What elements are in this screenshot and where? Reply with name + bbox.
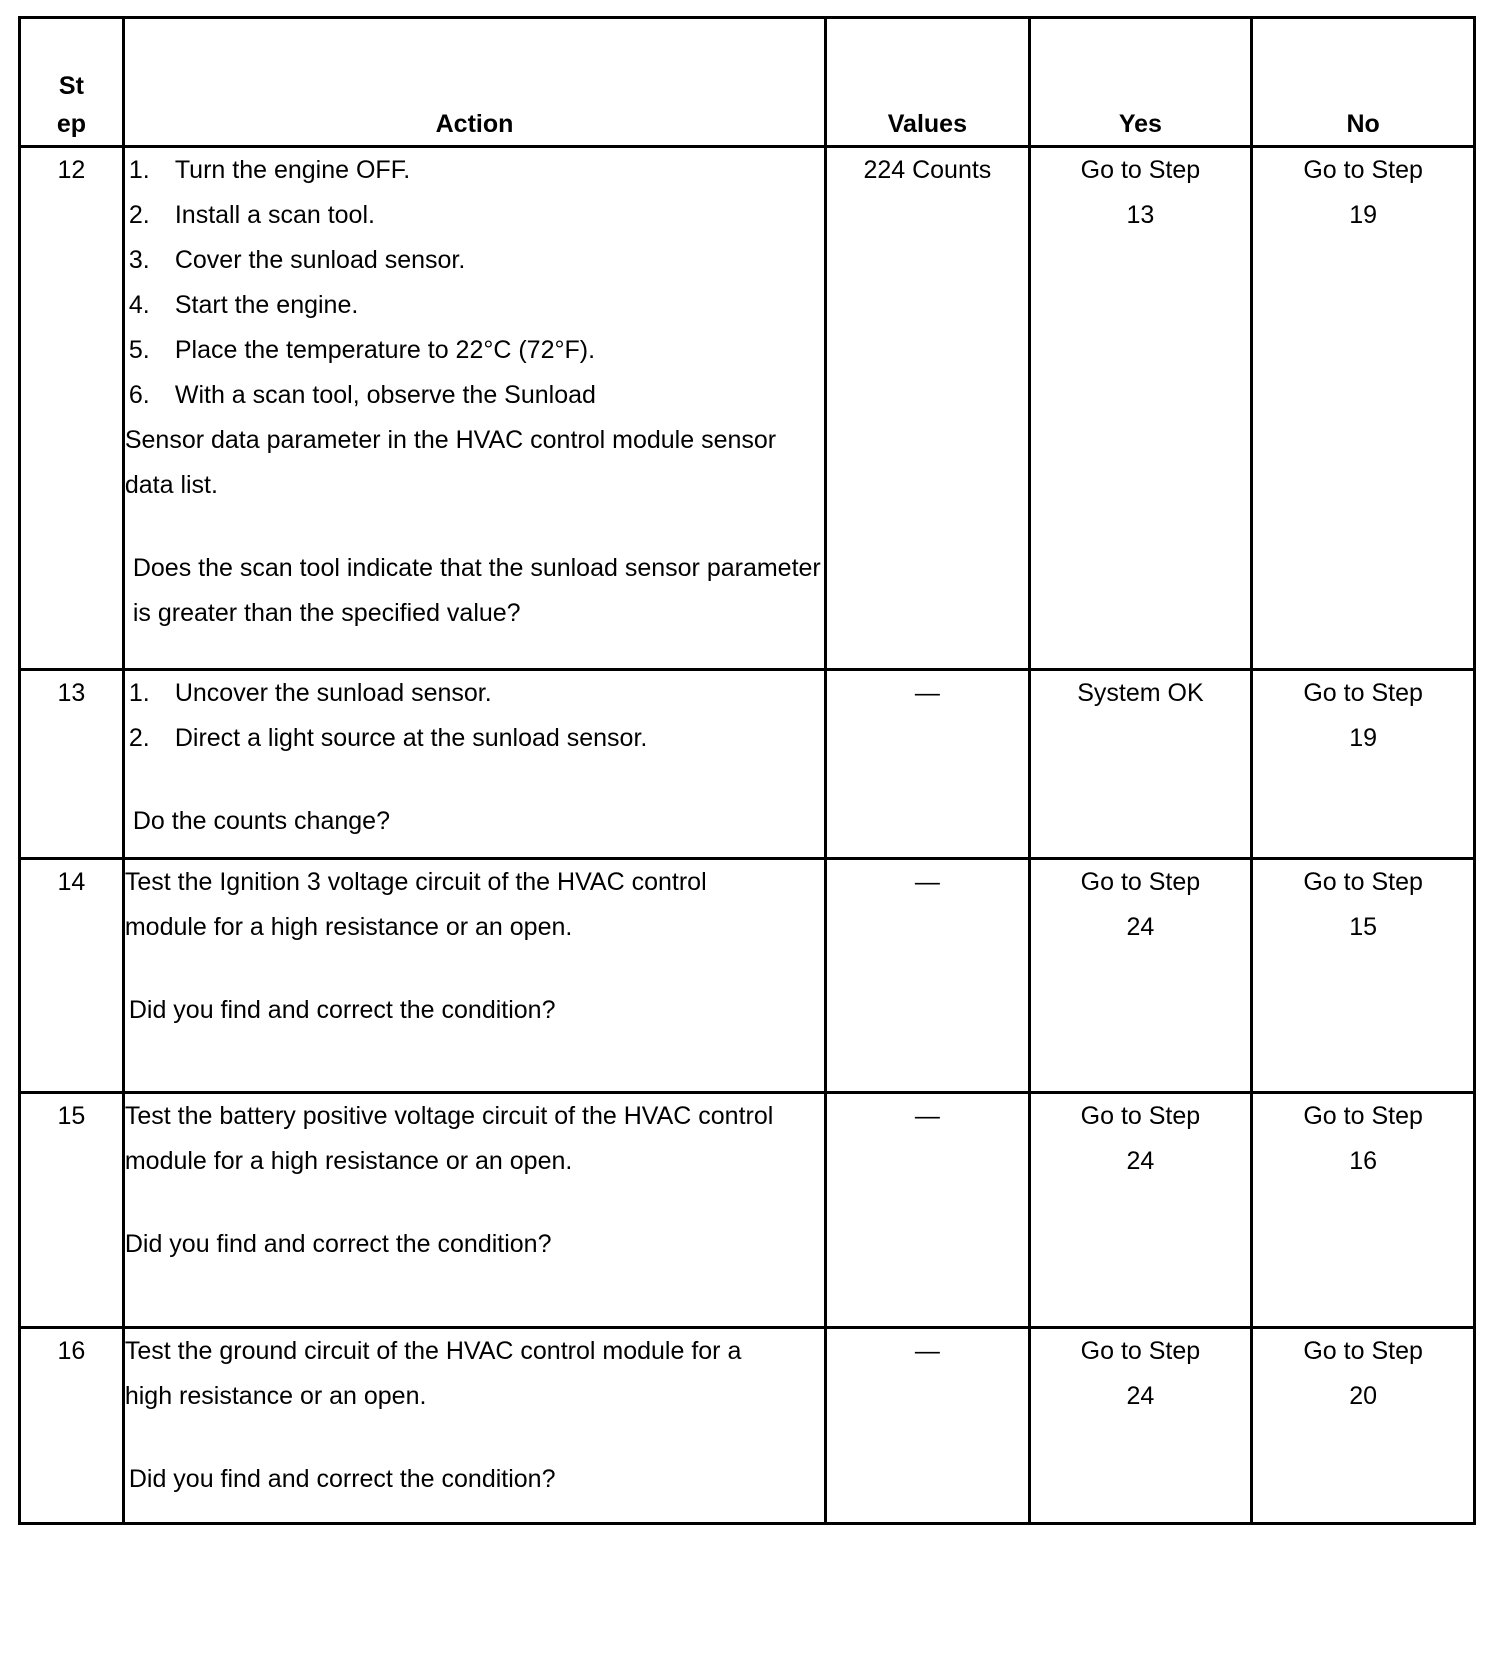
action-text: Test the Ignition 3 voltage circuit of the HVAC control module for a high resistance or an open. <box>124 868 707 941</box>
list-item: 1. Uncover the sunload sensor. <box>128 679 492 707</box>
no-cell <box>1252 859 1475 1093</box>
action-cell <box>123 1093 825 1328</box>
values-cell: — <box>826 670 1029 859</box>
values-cell: — <box>826 1328 1029 1524</box>
header-step-line2: ep <box>56 110 87 138</box>
step-number: 15 <box>20 1093 124 1328</box>
action-continuation: Sensor data parameter in the HVAC control module sensor data list. <box>124 426 777 499</box>
list-item: 3. Cover the sunload sensor. <box>128 246 466 274</box>
yes-goto-label: Go to Step <box>1080 156 1201 184</box>
no-goto-label: Go to Step <box>1303 1337 1423 1365</box>
yes-goto-label: Go to Step <box>1080 1337 1201 1365</box>
no-cell <box>1252 147 1475 670</box>
table-row <box>20 1328 1475 1524</box>
yes-cell <box>1029 1093 1252 1328</box>
header-step-line1: St <box>58 72 84 100</box>
action-cell <box>123 1328 825 1524</box>
no-goto-label: Go to Step <box>1303 1102 1423 1130</box>
table-row <box>20 670 1475 859</box>
yes-cell <box>1029 859 1252 1093</box>
yes-cell <box>1029 670 1252 859</box>
action-cell <box>123 670 825 859</box>
action-question: Did you find and correct the condition? <box>124 1230 552 1258</box>
action-text: Test the battery positive voltage circuit of the HVAC control module for a high resistance or an open. <box>124 1102 774 1175</box>
step-number: 14 <box>20 859 124 1093</box>
no-cell <box>1252 670 1475 859</box>
action-cell <box>123 147 825 670</box>
action-question: Did you find and correct the condition? <box>128 996 556 1024</box>
diagnostic-table <box>18 16 1476 1525</box>
list-item: 4. Start the engine. <box>128 291 359 319</box>
list-item: 2. Direct a light source at the sunload sensor. <box>128 724 648 752</box>
header-action: Action <box>123 18 825 147</box>
header-values: Values <box>826 18 1029 147</box>
list-item: 1. Turn the engine OFF. <box>128 156 411 184</box>
table-row <box>20 1093 1475 1328</box>
action-cell <box>123 859 825 1093</box>
header-yes: Yes <box>1029 18 1252 147</box>
values-cell: — <box>826 859 1029 1093</box>
table-header-row <box>20 18 1475 147</box>
yes-goto-label: Go to Step <box>1080 868 1201 896</box>
no-goto-step: 16 <box>1349 1147 1378 1175</box>
no-cell <box>1252 1328 1475 1524</box>
values-cell: — <box>826 1093 1029 1328</box>
table-row <box>20 859 1475 1093</box>
values-cell: 224 Counts <box>826 147 1029 670</box>
no-goto-step: 20 <box>1349 1382 1378 1410</box>
yes-cell <box>1029 147 1252 670</box>
action-question: Do the counts change? <box>132 807 390 835</box>
no-goto-step: 19 <box>1349 724 1378 752</box>
table-row <box>20 147 1475 670</box>
header-no: No <box>1252 18 1475 147</box>
action-question: Does the scan tool indicate that the sunload sensor parameter is greater than the specified value? <box>132 554 821 627</box>
no-goto-step: 15 <box>1349 913 1378 941</box>
yes-goto-label: System OK <box>1077 679 1204 707</box>
step-number: 12 <box>20 147 124 670</box>
no-goto-label: Go to Step <box>1303 868 1423 896</box>
yes-goto-step: 24 <box>1126 1382 1155 1410</box>
header-step <box>20 18 124 147</box>
yes-goto-step: 13 <box>1126 201 1155 229</box>
step-number: 16 <box>20 1328 124 1524</box>
action-question: Did you find and correct the condition? <box>128 1465 556 1493</box>
yes-cell <box>1029 1328 1252 1524</box>
yes-goto-step: 24 <box>1126 913 1155 941</box>
no-goto-label: Go to Step <box>1303 679 1423 707</box>
no-goto-label: Go to Step <box>1303 156 1423 184</box>
yes-goto-step: 24 <box>1126 1147 1155 1175</box>
no-goto-step: 19 <box>1349 201 1378 229</box>
list-item: 5. Place the temperature to 22°C (72°F). <box>128 336 596 364</box>
step-number: 13 <box>20 670 124 859</box>
no-cell <box>1252 1093 1475 1328</box>
list-item: 6. With a scan tool, observe the Sunload <box>128 381 596 409</box>
list-item: 2. Install a scan tool. <box>128 201 375 229</box>
action-text: Test the ground circuit of the HVAC control module for a high resistance or an open. <box>124 1337 742 1410</box>
yes-goto-label: Go to Step <box>1080 1102 1201 1130</box>
